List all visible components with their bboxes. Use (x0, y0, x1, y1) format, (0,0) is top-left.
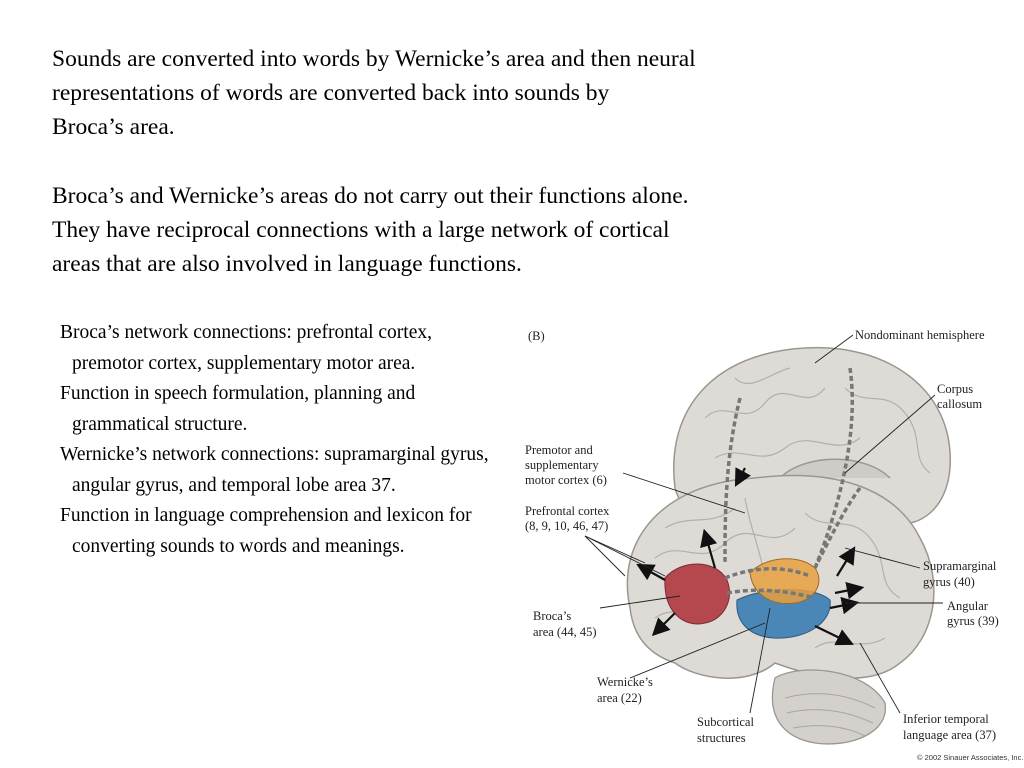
bullet-wernicke-network: Wernicke’s network connections: supramarginal gyrus, angular gyrus, and temporal lobe area 37. (60, 444, 489, 496)
label-premotor: Premotor and (525, 443, 593, 457)
intro-line: representations of words are converted back into sounds by (52, 80, 610, 106)
label-wernicke: area (22) (597, 691, 642, 705)
label-premotor: supplementary (525, 458, 599, 472)
label-supramarginal: gyrus (40) (923, 575, 975, 589)
brain-diagram (515, 318, 1024, 768)
bullet-broca-function: Function in speech formulation, planning and grammatical structure. (60, 383, 416, 435)
intro-paragraph-1 (52, 42, 852, 144)
network-bullet-list (60, 318, 500, 562)
label-broca: Broca’s (533, 609, 572, 623)
label-broca: area (44, 45) (533, 625, 597, 639)
intro-line: areas that are also involved in language functions. (52, 251, 522, 277)
label-nondominant-hemisphere: Nondominant hemisphere (855, 328, 985, 342)
label-supramarginal: Supramarginal (923, 559, 997, 573)
intro-paragraph-2 (52, 179, 852, 281)
brain-figure (515, 318, 1024, 768)
label-prefrontal: (8, 9, 10, 46, 47) (525, 519, 609, 533)
label-angular: Angular (947, 599, 988, 613)
label-premotor: motor cortex (6) (525, 473, 607, 487)
intro-line: Broca’s and Wernicke’s areas do not carry out their functions alone. (52, 183, 689, 209)
label-corpus-callosum: callosum (937, 397, 983, 411)
intro-line: Broca’s area. (52, 114, 175, 140)
label-prefrontal: Prefrontal cortex (525, 504, 610, 518)
panel-label: (B) (528, 329, 545, 343)
label-corpus-callosum: Corpus (937, 382, 974, 396)
label-subcortical: Subcortical (697, 715, 754, 729)
intro-line: They have reciprocal connections with a large network of cortical (52, 217, 670, 243)
bullet-broca-network: Broca’s network connections: prefrontal cortex, premotor cortex, supplementary motor area. (60, 322, 432, 374)
intro-line: Sounds are converted into words by Wernicke’s area and then neural (52, 46, 696, 72)
bullet-wernicke-function: Function in language comprehension and lexicon for converting sounds to words and meanings. (60, 505, 472, 557)
label-wernicke: Wernicke’s (597, 675, 653, 689)
label-inferior-temporal: Inferior temporal (903, 712, 989, 726)
copyright-notice: © 2002 Sinauer Associates, Inc. (917, 753, 1024, 762)
label-inferior-temporal: language area (37) (903, 728, 996, 742)
label-subcortical: structures (697, 731, 746, 745)
label-angular: gyrus (39) (947, 614, 999, 628)
cerebellum (772, 670, 885, 744)
